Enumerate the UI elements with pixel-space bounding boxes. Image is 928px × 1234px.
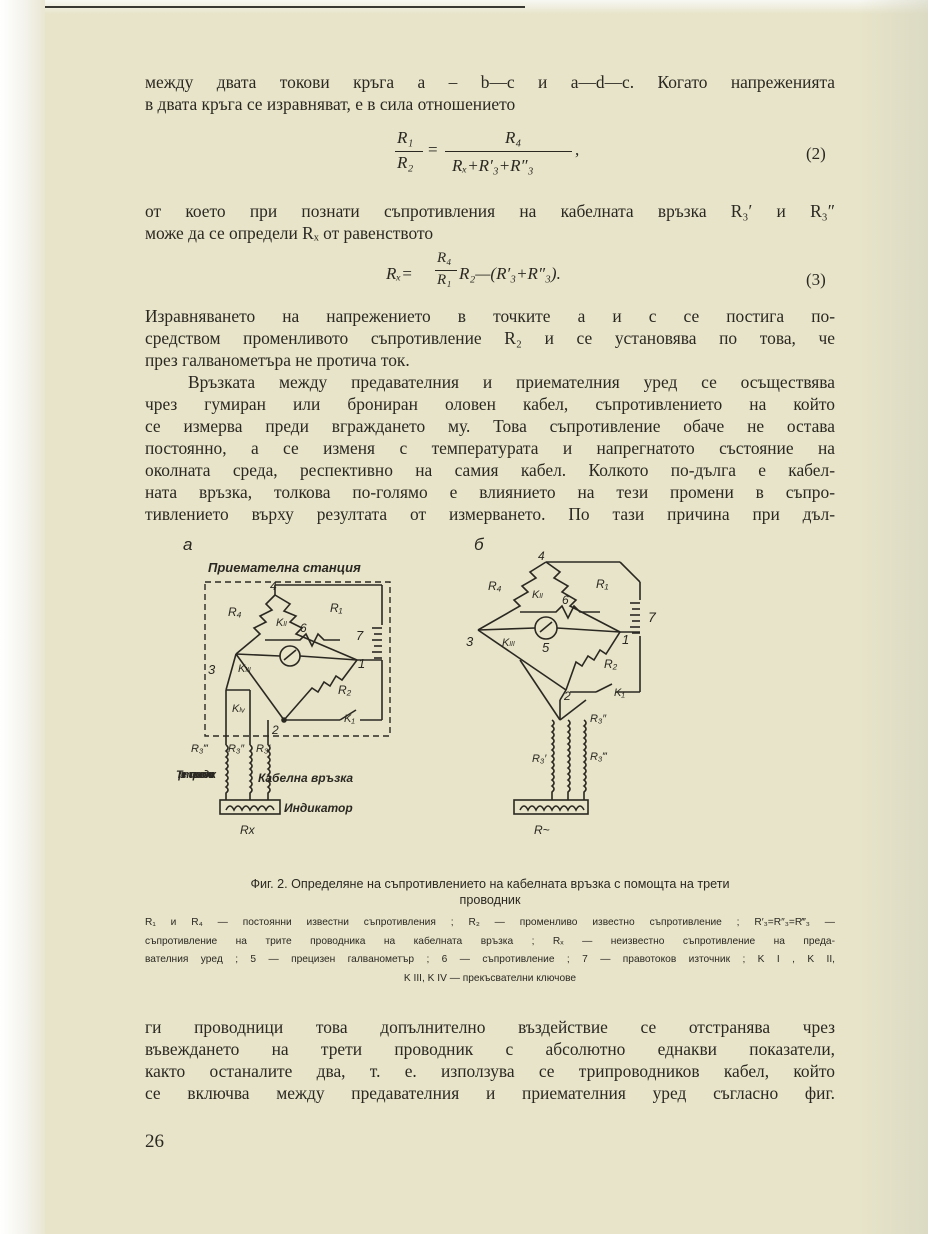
figure-legend-line: съпротивление на трите проводника на кабелната връзка ; Rₓ — неизвестно съпротивление на преда- (145, 936, 835, 947)
eq3-denominator: R₁ (437, 272, 452, 288)
resistor-6-a (265, 634, 340, 646)
svg-text:2: 2 (564, 689, 571, 703)
svg-text:R₃′: R₃′ (256, 743, 271, 755)
text-line: тивлението върху резултата от измерването. По тази причина при дъл- (145, 504, 835, 524)
svg-text:K₁: K₁ (614, 687, 625, 699)
text-line: ги проводници това допълнително въздействие се отстранява чрез (145, 1017, 835, 1037)
page-number: 26 (145, 1131, 164, 1152)
svg-text:3: 3 (466, 634, 474, 649)
text-line: ната връзка, толкова по-голямо е влиянието на тези промени в съпро- (145, 482, 835, 502)
svg-text:R₂: R₂ (338, 683, 352, 697)
svg-text:R₂: R₂ (604, 657, 618, 671)
figure-legend-line: K III, K IV — прекъсвателни ключове (403, 973, 577, 984)
panel-a-diagram (176, 535, 390, 837)
text-line: от което при познати съпротивления на кабелната връзка R₃′ и R₃″ (145, 201, 835, 221)
eq2-rhs-denominator: Rₓ+R′₃+R″₃ (452, 156, 534, 175)
text-line: околната среда, респективно на самия кабел. Колкото по-дълга е кабел- (145, 460, 835, 480)
figure-legend-line: вателния уред ; 5 — прецизен галванометър ; 6 — съпротивление ; 7 — правотоков източник ; K I , K II, (145, 954, 835, 965)
coil-r3-single-b (552, 720, 554, 800)
svg-text:Kₗₗ: Kₗₗ (532, 589, 543, 601)
svg-text:R₄: R₄ (228, 605, 242, 619)
svg-text:7: 7 (648, 609, 656, 625)
equation-number-2: (2) (806, 144, 826, 163)
svg-text:4: 4 (538, 549, 545, 563)
text-line: Изравняването на напрежението в точките a и c се постига по- (145, 306, 835, 326)
text-line: в двата кръга се изравняват, е в сила отношението (145, 94, 516, 114)
svg-text:R₃‴: R₃‴ (590, 751, 607, 763)
figure-legend-line: R₁ и R₄ — постоянни известни съпротивления ; R₂ — променливо известно съпротивление ; R′₃=R″₃=R‴₃ — (145, 917, 835, 928)
third-wire-label: Трети проводник (176, 769, 216, 781)
svg-text:Kₗₗₗ: Kₗₗₗ (502, 637, 515, 649)
resistor-r4-a (236, 595, 275, 654)
eq3-rest: R₂—(R′₃+R″₃). (459, 264, 561, 283)
svg-text:Kₗₗ: Kₗₗ (276, 617, 287, 629)
resistor-r1-a (275, 595, 357, 660)
coil-r3-double-b (568, 720, 570, 800)
panel-a-title: Приемателна станция (208, 560, 361, 575)
eq2-lhs-denominator: R₂ (397, 153, 414, 172)
svg-text:R₄: R₄ (488, 579, 502, 593)
panel-a-letter: а (183, 535, 193, 554)
switch-k1-b (596, 684, 612, 692)
resistor-r1-b (546, 562, 620, 632)
figure-caption: проводник (459, 893, 521, 907)
svg-text:7: 7 (356, 628, 364, 643)
svg-text:K₁: K₁ (344, 713, 355, 725)
svg-text:4: 4 (270, 579, 277, 593)
indicator-label: Индикатор (284, 801, 353, 815)
battery-b (630, 603, 640, 633)
text-line: средством променливото съпротивление R₂ и се установява по това, че (145, 328, 835, 348)
svg-text:Kₗₗₗ: Kₗₗₗ (238, 663, 251, 675)
svg-text:5: 5 (542, 640, 550, 655)
r-tilde-label: R~ (534, 823, 550, 837)
text-line: постоянно, а се изменя с температурата и напрегнатото състояние на (145, 438, 835, 458)
text-line: може да се определи Rₓ от равенството (145, 223, 434, 243)
svg-text:1: 1 (622, 632, 630, 647)
text-line: се включва между предавателния и приемателния уред съгласно фиг. (145, 1083, 835, 1103)
text-line: Връзката между предавателния и приемателния уред се осъществява (188, 372, 835, 392)
svg-text:R₃″: R₃″ (228, 743, 245, 755)
text-line: между двата токови кръга a – b—c и a—d—c. Когато напреженията (145, 72, 835, 92)
svg-text:6: 6 (300, 621, 307, 635)
svg-text:3: 3 (208, 662, 216, 677)
figure-caption: Фиг. 2. Определяне на съпротивлението на кабелната връзка с помощта на трети (250, 877, 730, 891)
svg-text:1: 1 (358, 656, 366, 671)
svg-text:Kₗᵥ: Kₗᵥ (232, 703, 246, 715)
eq2-equals: = (428, 140, 438, 159)
svg-text:R₃‴: R₃‴ (191, 743, 208, 755)
eq2-tail: , (575, 140, 580, 159)
coil-r3-triple-b (584, 720, 586, 800)
svg-text:R₁: R₁ (596, 577, 609, 591)
equation-number-3: (3) (806, 270, 826, 289)
battery-a (372, 628, 382, 658)
svg-text:R₃′: R₃′ (532, 753, 547, 765)
eq2-rhs-numerator: R₄ (505, 128, 522, 147)
text-line: както останалите два, т. е. използува се трипроводников кабел, който (145, 1061, 835, 1081)
svg-text:6: 6 (562, 593, 569, 607)
eq3-numerator: R₄ (437, 250, 452, 266)
svg-text:R₁: R₁ (330, 601, 343, 615)
svg-text:R₃″: R₃″ (590, 713, 607, 725)
svg-text:2: 2 (272, 723, 279, 737)
rx-label: Rx (240, 823, 255, 837)
panel-b-diagram (466, 535, 657, 837)
text-line: се измерва преди вграждането му. Това съпротивление обаче не остава (145, 416, 835, 436)
panel-b-letter: б (474, 535, 484, 554)
cable-label: Кабелна връзка (258, 771, 354, 785)
eq3-lhs: Rₓ= (386, 264, 413, 283)
eq2-lhs-numerator: R₁ (397, 128, 414, 147)
text-line: през галванометъра не протича ток. (145, 350, 410, 370)
coil-r3-double-a (250, 745, 252, 800)
text-line: въвеждането на трети проводник с абсолютно еднакви показатели, (145, 1039, 835, 1059)
text-line: чрез гумиран или брониран оловен кабел, съпротивлението на който (145, 394, 835, 414)
